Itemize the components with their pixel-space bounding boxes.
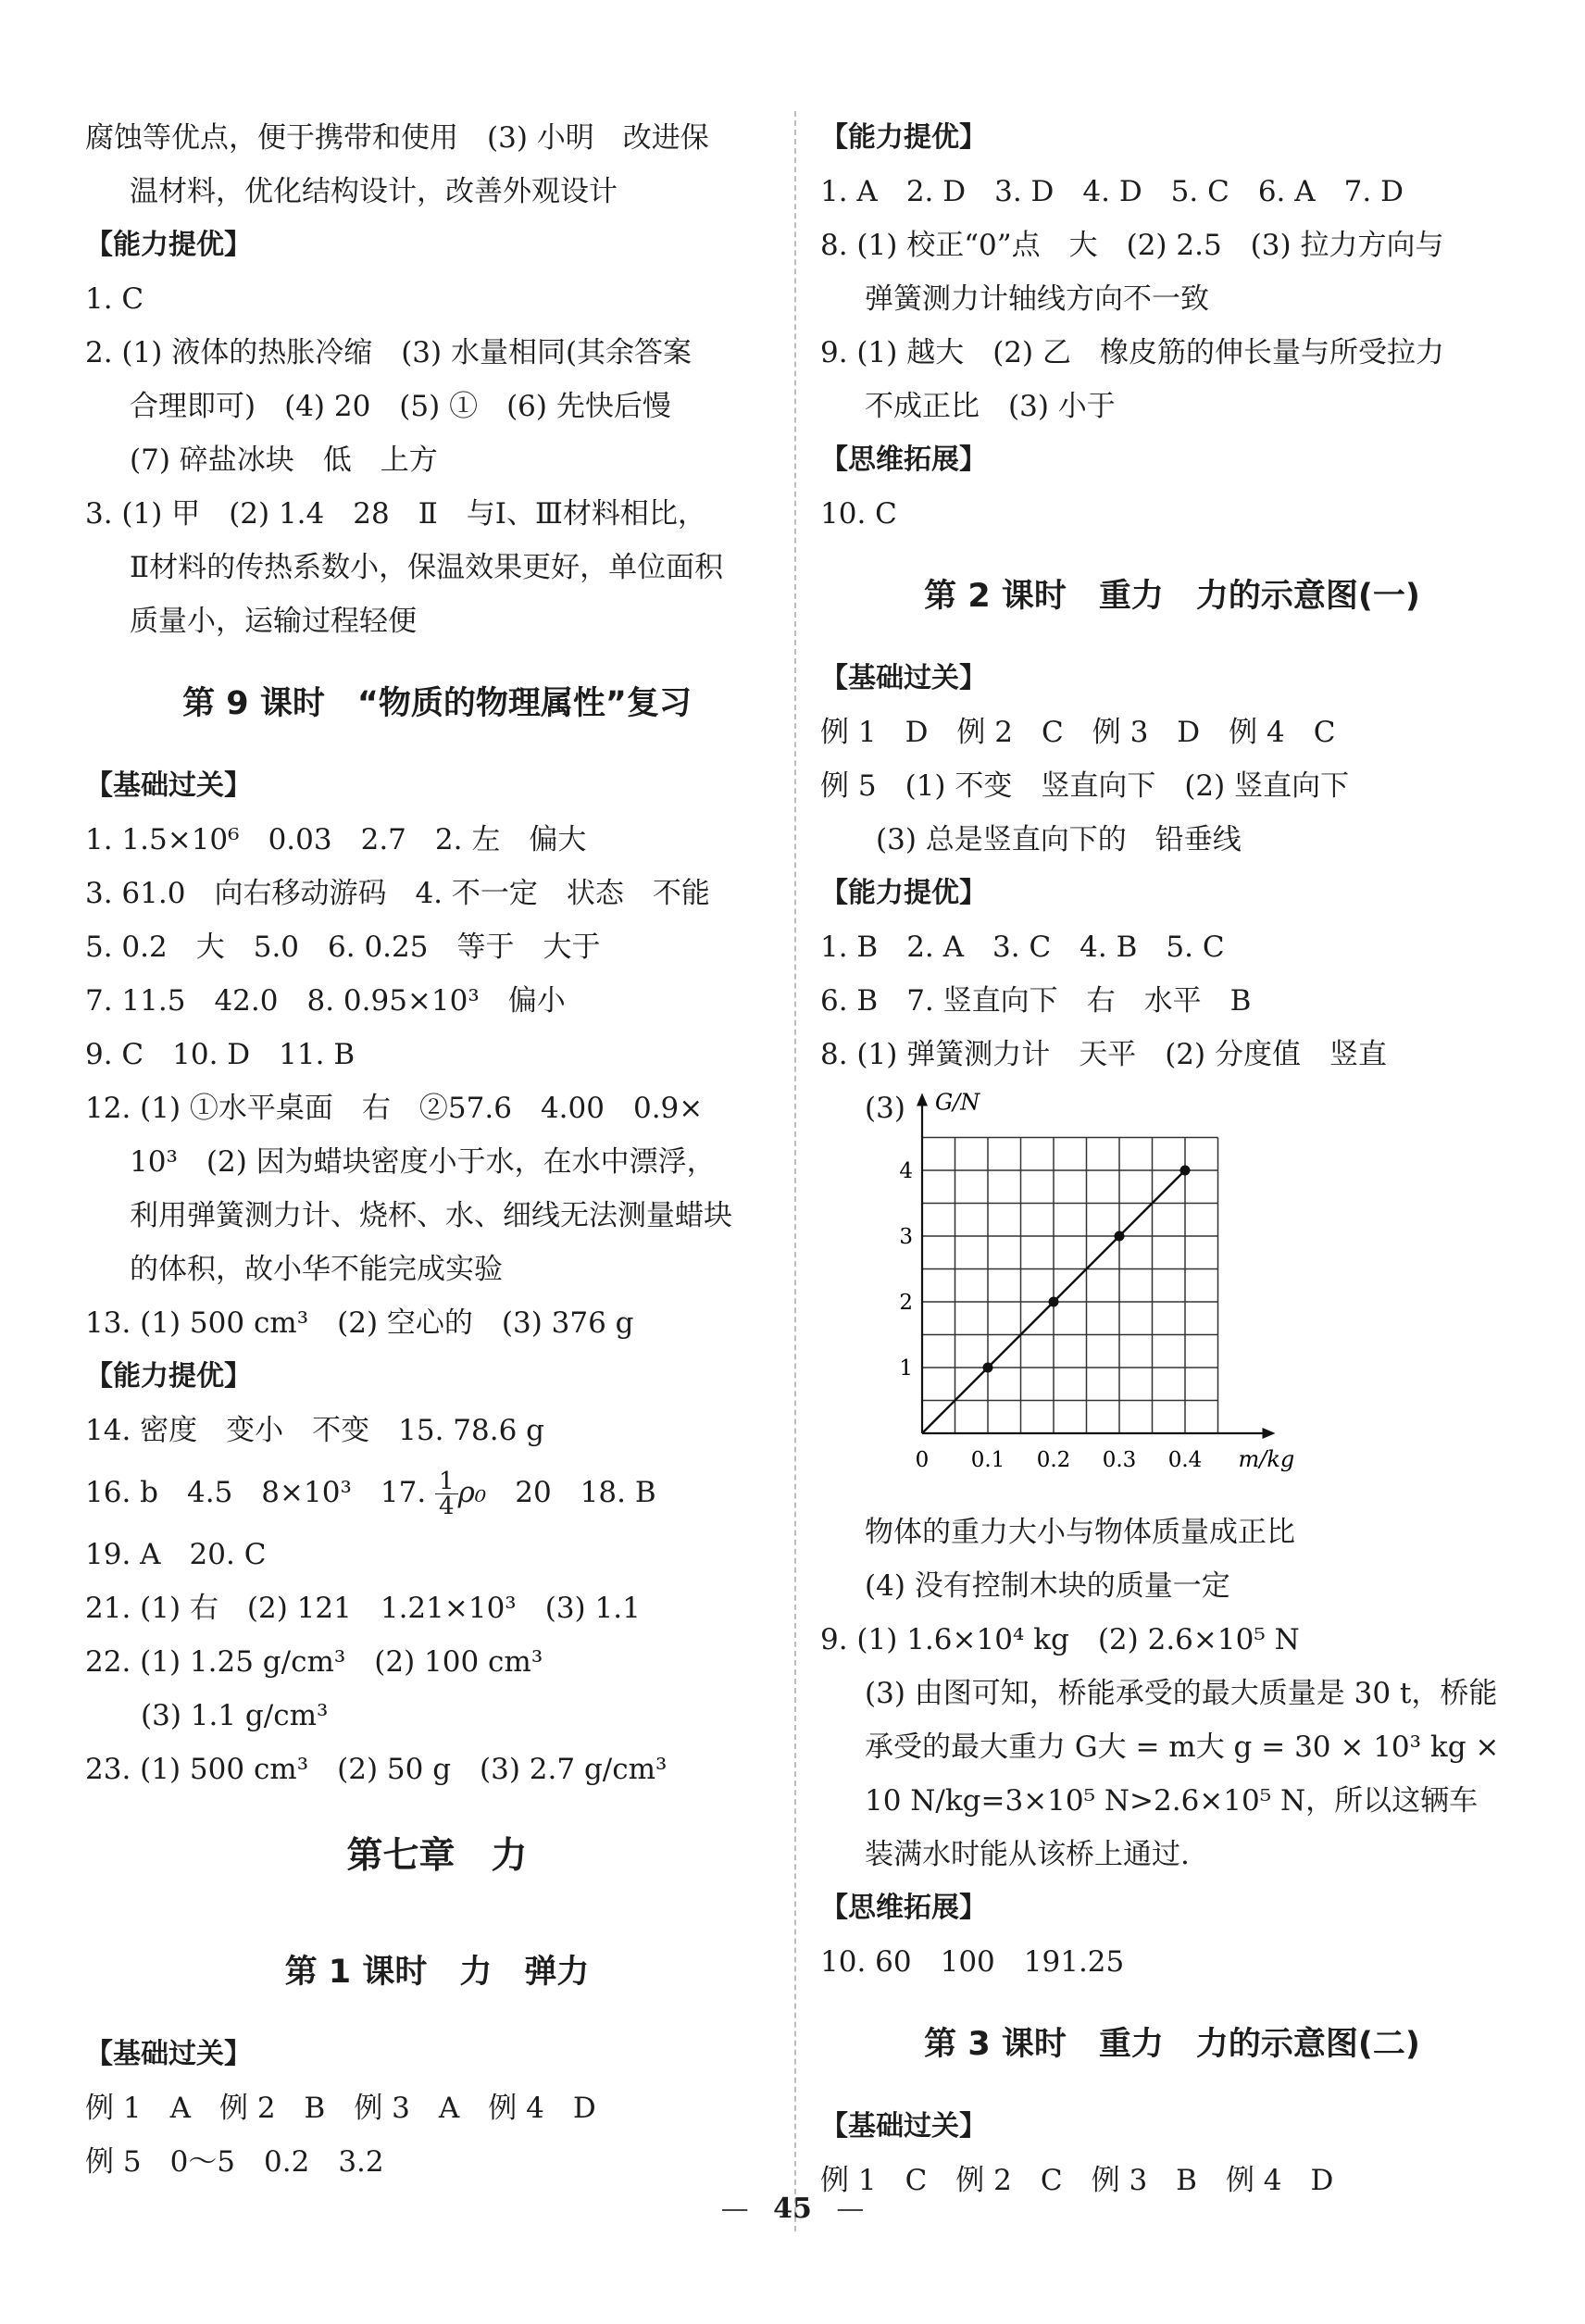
lesson-title: 第 9 课时 “物质的物理属性”复习 bbox=[182, 685, 692, 722]
answer-line: Ⅱ材料的传热系数小，保温效果更好，单位面积 bbox=[130, 551, 724, 584]
answer-line: 19. A 20. C bbox=[85, 1538, 267, 1571]
answer-line: 21. (1) 右 (2) 121 1.21×10³ (3) 1.1 bbox=[85, 1592, 641, 1625]
answer-line: (4) 没有控制木块的质量一定 bbox=[865, 1569, 1230, 1603]
answer-line: 1. A 2. D 3. D 4. D 5. C 6. A 7. D bbox=[820, 175, 1404, 208]
section-heading: 【思维拓展】 bbox=[820, 1892, 987, 1924]
answer-line: 22. (1) 1.25 g/cm³ (2) 100 cm³ bbox=[85, 1645, 543, 1679]
answer-line: 弹簧测力计轴线方向不一致 bbox=[865, 282, 1209, 316]
answer-line: 物体的重力大小与物体质量成正比 bbox=[865, 1516, 1295, 1549]
lesson-title: 第 1 课时 力 弹力 bbox=[284, 1954, 590, 1991]
answer-line: 10 N/kg=3×10⁵ N>2.6×10⁵ N，所以这辆车 bbox=[865, 1784, 1479, 1818]
answer-line: 10³ (2) 因为蜡块密度小于水，在水中漂浮， bbox=[130, 1145, 716, 1179]
answer-text: 20 18. B bbox=[486, 1476, 656, 1509]
answer-line: 例 1 A 例 2 B 例 3 A 例 4 D bbox=[85, 2092, 596, 2125]
data-point bbox=[1049, 1297, 1059, 1307]
text-line: 温材料，优化结构设计，改善外观设计 bbox=[130, 175, 618, 208]
lesson-title: 第 2 课时 重力 力的示意图(一) bbox=[924, 578, 1420, 615]
answer-line: 例 1 D 例 2 C 例 3 D 例 4 C bbox=[820, 716, 1336, 749]
answer-line: 12. (1) ①水平桌面 右 ②57.6 4.00 0.9× bbox=[85, 1092, 704, 1125]
fraction bbox=[435, 1469, 458, 1518]
answer-line: 的体积，故小华不能完成实验 bbox=[130, 1253, 503, 1286]
section-heading: 【基础过关】 bbox=[85, 2038, 252, 2070]
rho-symbol: ρ₀ bbox=[457, 1476, 487, 1509]
answer-line: 13. (1) 500 cm³ (2) 空心的 (3) 376 g bbox=[85, 1306, 634, 1340]
section-heading: 【思维拓展】 bbox=[820, 444, 987, 476]
x-axis-arrow-icon bbox=[1263, 1428, 1276, 1439]
answer-line: 8. (1) 弹簧测力计 天平 (2) 分度值 竖直 bbox=[820, 1038, 1387, 1071]
lesson-title: 第 3 课时 重力 力的示意图(二) bbox=[924, 2026, 1420, 2063]
y-axis-label: G/N bbox=[935, 1089, 980, 1116]
answer-line: (3) 1.1 g/cm³ bbox=[141, 1699, 329, 1732]
data-point bbox=[983, 1363, 993, 1373]
answer-line: 9. C 10. D 11. B bbox=[85, 1038, 356, 1071]
page-number: 45 bbox=[773, 2193, 812, 2225]
answer-line: 2. (1) 液体的热胀冷缩 (3) 水量相同(其余答案 bbox=[85, 336, 693, 369]
answer-line: 14. 密度 变小 不变 15. 78.6 g bbox=[85, 1414, 545, 1447]
chapter-title: 第七章 力 bbox=[346, 1835, 528, 1877]
answer-line: 3. (1) 甲 (2) 1.4 28 Ⅱ 与Ⅰ、Ⅲ材料相比， bbox=[85, 497, 706, 531]
fraction-denominator: 4 bbox=[439, 1493, 455, 1520]
answer-line: (7) 碎盐冰块 低 上方 bbox=[130, 444, 438, 477]
x-tick-label: 0.3 bbox=[1102, 1448, 1137, 1472]
left-column bbox=[85, 111, 789, 2189]
section-heading: 【能力提优】 bbox=[820, 877, 987, 909]
fraction-numerator: 1 bbox=[435, 1469, 458, 1494]
x-tick-label: 0 bbox=[915, 1448, 930, 1472]
section-heading: 【能力提优】 bbox=[820, 121, 987, 154]
answer-line: 5. 0.2 大 5.0 6. 0.25 等于 大于 bbox=[85, 931, 601, 964]
column-divider bbox=[794, 111, 796, 2231]
y-tick-label: 2 bbox=[899, 1291, 913, 1315]
answer-line: 例 1 C 例 2 C 例 3 B 例 4 D bbox=[820, 2164, 1334, 2197]
answer-text: 16. b 4.5 8×10³ 17. bbox=[85, 1476, 427, 1509]
section-heading: 【基础过关】 bbox=[820, 662, 987, 694]
answer-line bbox=[85, 1457, 789, 1528]
y-tick-label: 3 bbox=[899, 1225, 913, 1249]
section-heading: 【能力提优】 bbox=[85, 1360, 252, 1393]
answer-line: 9. (1) 1.6×10⁴ kg (2) 2.6×10⁵ N bbox=[820, 1623, 1300, 1656]
answer-line: 质量小，运输过程轻便 bbox=[130, 605, 417, 638]
answer-line: 1. B 2. A 3. C 4. B 5. C bbox=[820, 931, 1225, 964]
answer-line: 7. 11.5 42.0 8. 0.95×10³ 偏小 bbox=[85, 984, 566, 1018]
answer-line: 9. (1) 越大 (2) 乙 橡皮筋的伸长量与所受拉力 bbox=[820, 336, 1444, 369]
answer-line: 3. 61.0 向右移动游码 4. 不一定 状态 不能 bbox=[85, 877, 710, 910]
footer-dash: — bbox=[836, 2193, 865, 2225]
answer-line: 合理即可) (4) 20 (5) ① (6) 先快后慢 bbox=[130, 390, 671, 423]
data-point bbox=[1180, 1166, 1191, 1176]
section-heading: 【基础过关】 bbox=[820, 2110, 987, 2143]
footer-dash: — bbox=[720, 2193, 749, 2225]
answer-line: 10. C bbox=[820, 497, 897, 531]
x-tick-label: 0.2 bbox=[1036, 1448, 1071, 1472]
y-tick-label: 1 bbox=[899, 1356, 913, 1381]
text-line: 腐蚀等优点，便于携带和使用 (3) 小明 改进保 bbox=[85, 121, 709, 155]
x-tick-label: 0.4 bbox=[1167, 1448, 1203, 1472]
g-m-chart bbox=[876, 1081, 1394, 1506]
answer-line: 装满水时能从该桥上通过. bbox=[865, 1838, 1190, 1871]
answer-line: 例 5 (1) 不变 竖直向下 (2) 竖直向下 bbox=[820, 769, 1350, 803]
answer-line: 8. (1) 校正“0”点 大 (2) 2.5 (3) 拉力方向与 bbox=[820, 229, 1444, 262]
answer-line: 23. (1) 500 cm³ (2) 50 g (3) 2.7 g/cm³ bbox=[85, 1753, 668, 1786]
data-point bbox=[1115, 1231, 1125, 1242]
right-column bbox=[820, 111, 1524, 2207]
section-heading: 【能力提优】 bbox=[85, 229, 252, 261]
answer-line: (3) 总是竖直向下的 铅垂线 bbox=[876, 823, 1242, 856]
section-heading: 【基础过关】 bbox=[85, 769, 252, 802]
y-tick-label: 4 bbox=[899, 1159, 913, 1183]
answer-line: 利用弹簧测力计、烧杯、水、细线无法测量蜡块 bbox=[130, 1199, 732, 1232]
answer-line: 不成正比 (3) 小于 bbox=[865, 390, 1116, 423]
answer-line: 例 5 0～5 0.2 3.2 bbox=[85, 2145, 384, 2179]
y-axis-arrow-icon bbox=[917, 1093, 928, 1106]
answer-line: 承受的最大重力 G大 = m大 g = 30 × 10³ kg × bbox=[865, 1731, 1500, 1764]
answer-line: 1. C bbox=[85, 282, 144, 316]
x-tick-label: 0.1 bbox=[970, 1448, 1005, 1472]
answer-line: (3) 由图可知，桥能承受的最大质量是 30 t，桥能 bbox=[865, 1677, 1498, 1710]
answer-line: 10. 60 100 191.25 bbox=[820, 1945, 1125, 1979]
chart-area bbox=[820, 1081, 1524, 1506]
answer-line: 1. 1.5×10⁶ 0.03 2.7 2. 左 偏大 bbox=[85, 823, 587, 856]
x-axis-label: m/kg bbox=[1238, 1446, 1295, 1472]
answer-line: (3) bbox=[865, 1092, 905, 1125]
answer-line: 6. B 7. 竖直向下 右 水平 B bbox=[820, 984, 1252, 1018]
page-footer bbox=[0, 2193, 1585, 2225]
